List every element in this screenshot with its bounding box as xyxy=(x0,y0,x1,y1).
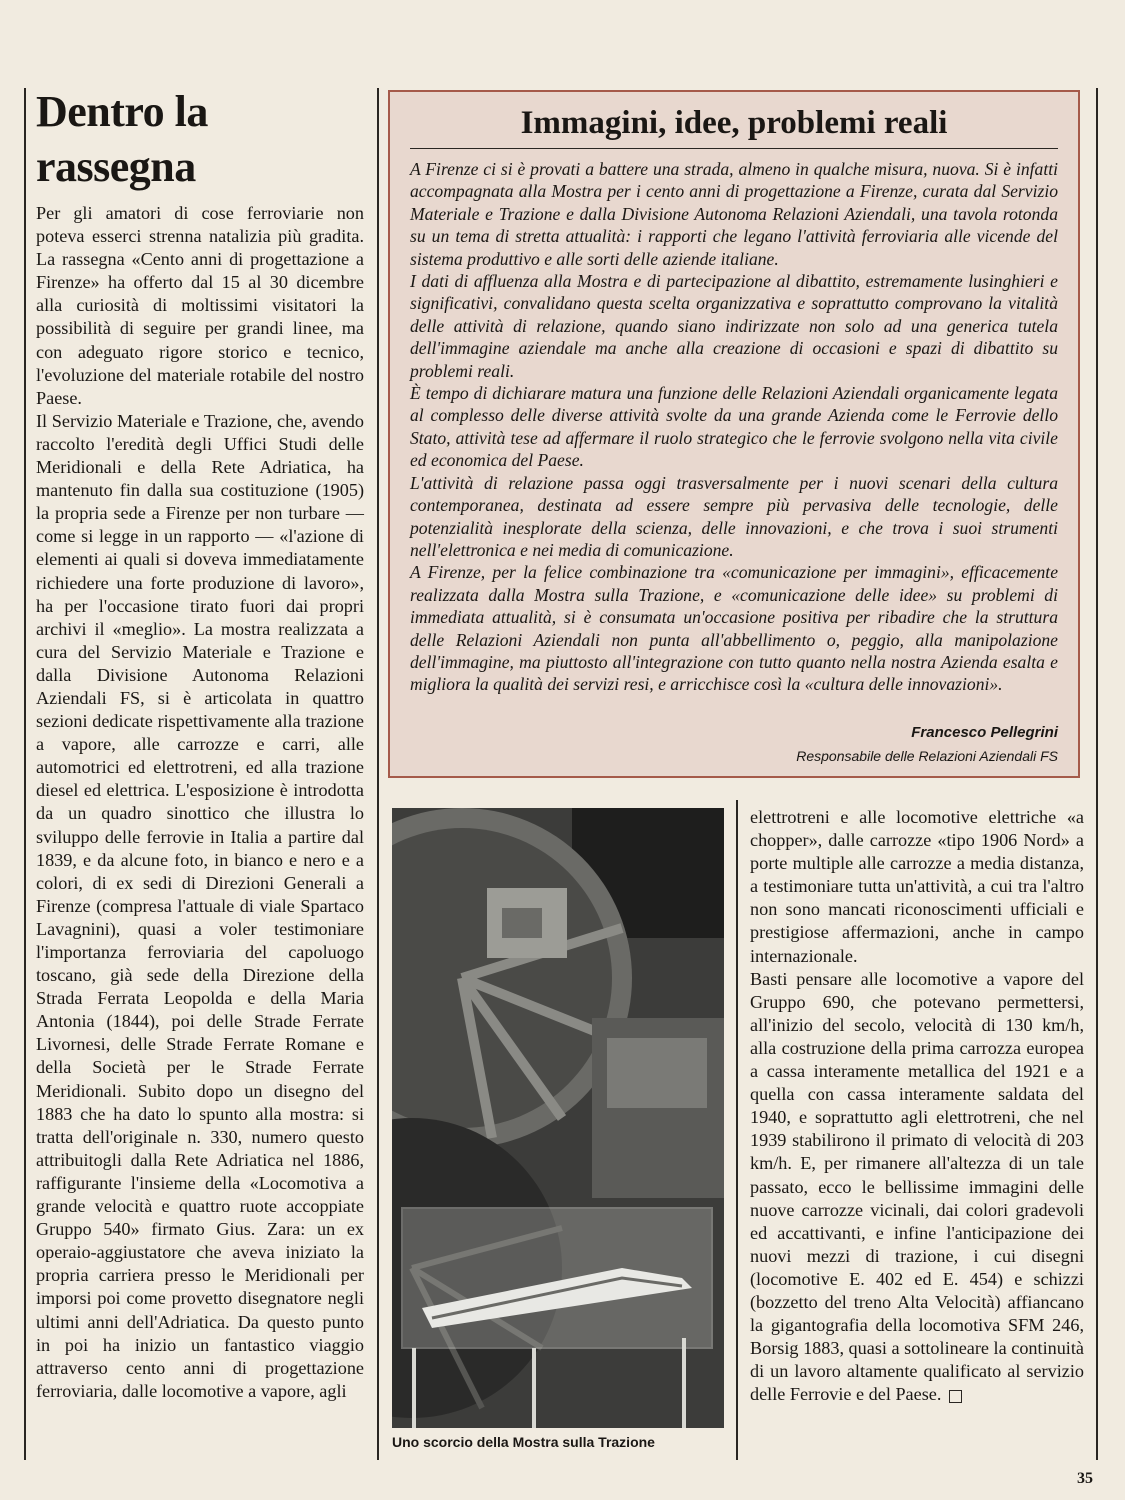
sidebar-paragraph: L'attività di relazione passa oggi trasversalmente per i nuovi scenari della cultura contemporanea, destinata ad essere sempre più pervasiva delle tecnologie, delle potenzialità inesplorate della scienza, delle innovazioni, e che trova i suoi strumenti nell'elettronica e nei media di comunicazione. xyxy=(410,472,1058,560)
article-column-1 xyxy=(36,202,364,1403)
sidebar-heading: Immagini, idee, problemi reali xyxy=(410,102,1058,149)
signature-name: Francesco Pellegrini xyxy=(911,724,1058,741)
exhibition-photo xyxy=(392,808,724,1428)
column-rule-1 xyxy=(377,88,379,1460)
sidebar-paragraph: I dati di affluenza alla Mostra e di partecipazione al dibattito, estremamente lusinghieri e significativi, convalidano questa scelta organizzativa e soprattutto comprovano la vitalità delle attività di relazione, quando siano indirizzate non solo ad una generica tutela dell'immagine aziendale ma anche alla creazione di occasioni e spazi di dibattito su problemi reali. xyxy=(410,271,1058,381)
paragraph-text: Basti pensare alle locomotive a vapore del Gruppo 690, che potevano permettersi, all'inizio del secolo, velocità di 130 km/h, alla costruzione della prima carrozza europea a cassa interamente metallica del 1921 e a quella con cassa interamente saldata del 1940, e soprattutto agli elettrotreni, che nel 1939 stabilirono il primato di velocità di 203 km/h. E, per rimanere all'altezza di un tale passato, ecco le bellissime immagini delle nuove carrozze vicinali, dai colori gradevoli ed accattivanti, e infine l'anticipazione dei nuovi mezzi di trazione, i cui disegni (locomotive E. 402 ed E. 454) e schizzi (bozzetto del treno Alta Velocità) affiancano la gigantografia della locomotiva SFM 246, Borsig 1883, quasi a sottolineare la continuità di un lavoro altamente qualificato al servizio delle Ferrovie e del Paese. xyxy=(750,968,1084,1405)
sidebar-paragraph: È tempo di dichiarare matura una funzione delle Relazioni Aziendali organicamente legata al complesso delle diverse attività svolte da una grande Azienda come le Ferrovie dello Stato, attività tese ad affermare il ruolo strategico che le ferrovie svolgono nella vita civile ed economica del Paese. xyxy=(410,383,1058,471)
article-column-3 xyxy=(750,806,1084,1406)
signature-role: Responsabile delle Relazioni Aziendali FS xyxy=(796,748,1058,764)
sidebar-paragraph: A Firenze ci si è provati a battere una strada, almeno in qualche misura, nuova. Si è infatti accompagnata alla Mostra per i cento anni di progettazione a Firenze, curata dal Servizio Materiale e Trazione e dalla Divisione Autonoma Relazioni Aziendali, una tavola rotonda su un tema di stretta attualità: i rapporti che legano l'attività ferroviaria alle vicende del sistema produttivo e alle sorti delle aziende italiane. xyxy=(410,159,1058,269)
paragraph: elettrotreni e alle locomotive elettriche «a chopper», dalle carrozze «tipo 1906 Nord» a porte multiple alle carrozze a media distanza, a testimoniare tutta un'attività, a cui tra l'altro non sono mancati riconoscimenti ufficiali e prestigiose affermazioni, anche in campo internazionale. xyxy=(750,807,1084,966)
article-title xyxy=(36,84,366,194)
photo-caption: Uno scorcio della Mostra sulla Trazione xyxy=(392,1434,655,1450)
photo-illustration xyxy=(392,808,724,1428)
sidebar-paragraph: A Firenze, per la felice combinazione tra «comunicazione per immagini», efficacemente realizzata dalla Mostra sulla Trazione, e «comunicazione delle idee» su problemi di immediata attualità, si è consumata un'occasione positiva per ribadire che la struttura delle Relazioni Aziendali non punta all'abbellimento o, peggio, alla manipolazione dell'immagine, ma piuttosto all'integrazione con tutto quanto nella nostra Azienda esalta e migliora la qualità dei servizi resi, e arricchisce così la «cultura delle innovazioni». xyxy=(410,562,1058,695)
left-margin-rule xyxy=(24,88,26,1460)
article-title-line1: Dentro la xyxy=(36,87,208,136)
paragraph: Il Servizio Materiale e Trazione, che, avendo raccolto l'eredità degli Uffici Studi delle Meridionali e della Rete Adriatica, ha mantenuto fin dalla sua costituzione (1905) la propria sede a Firenze per non turbare — come si legge in un rapporto — «l'azione di elementi ai quali si doveva immediatamente richiedere una forte produzione di lavoro», ha per l'occasione tirato fuori dai propri archivi il «meglio». La mostra realizzata a cura del Servizio Materiale e Trazione e dalla Divisione Autonoma Relazioni Aziendali FS, si è articolata in quattro sezioni dedicate rispettivamente alla trazione a vapore, alle carrozze e carri, alle automotrici ed elettrotreni, ed alla trazione diesel ed elettrica. L'esposizione è introdotta da un quadro sinottico che illustra lo sviluppo delle ferrovie in Italia a partire dal 1839, e da alcune foto, in bianco e nero e a colori, di ex sedi di Direzioni Generali a Firenze (compresa l'attuale di viale Spartaco Lavagnini), quasi a voler testimoniare l'importanza ferroviaria del capoluogo toscano, già sede della Direzione della Strada Ferrata Leopolda e della Maria Antonia (1844), poi delle Strade Ferrate Livornesi, delle Strade Ferrate Romane e della Società per le Strade Ferrate Meridionali. Subito dopo un disegno del 1883 che ha dato lo spunto alla mostra: si tratta dell'originale n. 330, numero questo attribuitogli dalla Rete Adriatica nel 1886, raffigurante l'insieme della «Locomotiva a grande velocità e quattro ruote accoppiate Gruppo 540» firmato Gius. Zara: un ex operaio-aggiustatore che aveva iniziato la propria carriera presso le Meridionali per imporsi poi come provetto disegnatore negli ultimi anni dell'Adriatica. Da questo punto in poi ha inizio un fantastico viaggio attraverso cento anni di progettazione ferroviaria, dalle locomotive a vapore, agli xyxy=(36,410,364,1401)
paragraph: Per gli amatori di cose ferroviarie non poteva esserci strenna natalizia più gradita. La rassegna «Cento anni di progettazione a Firenze» ha offerto dal 15 al 30 dicembre alla curiosità di moltissimi visitatori la possibilità di seguire per grandi linee, ma con adeguato rigore storico e tecnico, l'evoluzione del materiale rotabile del nostro Paese. xyxy=(36,203,364,408)
column-rule-2 xyxy=(736,800,738,1460)
right-margin-rule xyxy=(1096,88,1098,1460)
page-number: 35 xyxy=(1077,1470,1093,1487)
paragraph xyxy=(750,968,1084,1407)
article-title-line2: rassegna xyxy=(36,142,196,191)
sidebar-body xyxy=(410,158,1058,696)
sidebar-box xyxy=(388,90,1080,778)
end-of-article-icon xyxy=(949,1390,962,1403)
